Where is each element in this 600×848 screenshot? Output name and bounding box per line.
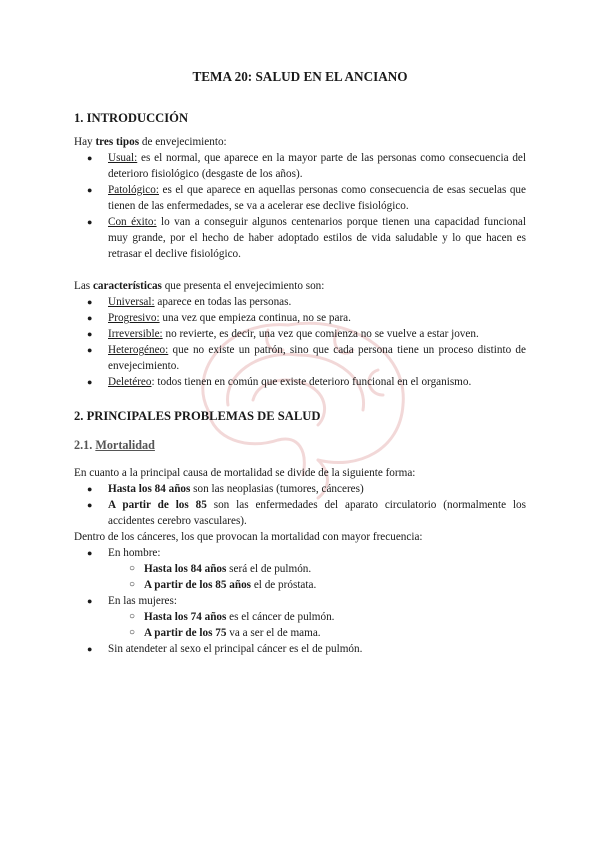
item-bold: A partir de los 75 xyxy=(144,627,227,639)
item-bold: A partir de los 85 años xyxy=(144,579,252,591)
bullet-icon: ● xyxy=(87,297,93,307)
section-heading-problemas: 2. PRINCIPALES PROBLEMAS DE SALUD xyxy=(74,409,321,423)
intro-bold: tres tipos xyxy=(95,136,140,148)
term: Con éxito: xyxy=(108,216,157,228)
mortality-paragraph: En cuanto a la principal causa de mortalidad se divide de la siguiente forma: xyxy=(74,467,416,479)
item-text: : todos tienen en común que existe deterioro funcional en el organismo. xyxy=(151,376,472,388)
intro-text: Hay xyxy=(74,136,96,148)
item-text: En las mujeres: xyxy=(108,595,177,607)
char-bold: características xyxy=(92,280,162,292)
bullet-icon: ● xyxy=(87,548,93,558)
cancer-paragraph: Dentro de los cánceres, los que provocan la mortalidad con mayor frecuencia: xyxy=(74,531,423,543)
term: Universal: xyxy=(108,296,155,308)
circle-bullet-icon: ○ xyxy=(129,563,136,574)
term: Patológico: xyxy=(108,184,159,196)
item-text: es el que aparece en aquellas personas como consecuencia de esas secuelas que tienen de las enfermedades, se va a acelerar ese declive fisiológico. xyxy=(108,184,526,212)
term: Irreversible: xyxy=(108,328,163,340)
circle-bullet-icon: ○ xyxy=(129,579,136,590)
bullet-icon: ● xyxy=(87,644,93,654)
item-text: son las enfermedades del aparato circulatorio (normalmente los accidentes cerebro vasculares). xyxy=(108,499,526,527)
bullet-icon: ● xyxy=(87,217,93,227)
item-text: no revierte, es decir, una vez que comienza no se vuelve a estar joven. xyxy=(162,328,479,340)
item-text: son las neoplasias (tumores, cánceres) xyxy=(190,483,364,495)
item-text: una vez que empieza continua, no se para. xyxy=(159,312,351,324)
bullet-icon: ● xyxy=(87,153,93,163)
characteristics-paragraph xyxy=(74,278,526,294)
bullet-icon: ● xyxy=(87,329,93,339)
bullet-icon: ● xyxy=(87,500,93,510)
bullet-icon: ● xyxy=(87,345,93,355)
item-text: el de próstata. xyxy=(251,579,317,591)
subsection-heading-mortalidad xyxy=(74,437,155,453)
circle-bullet-icon: ○ xyxy=(129,627,136,638)
intro-text-end: de envejecimiento: xyxy=(139,136,227,148)
bullet-icon: ● xyxy=(87,484,93,494)
item-text: es el normal, que aparece en la mayor parte de las personas como consecuencia del deterioro fisiológico (desgaste de los años). xyxy=(108,152,526,180)
item-bold: Hasta los 74 años xyxy=(144,611,227,623)
page-title: TEMA 20: SALUD EN EL ANCIANO xyxy=(192,69,408,84)
item-text: Sin atendeter al sexo el principal cáncer es el de pulmón. xyxy=(108,643,363,655)
char-text-end: que presenta el envejecimiento son: xyxy=(161,280,325,292)
intro-paragraph xyxy=(74,134,526,150)
circle-bullet-icon: ○ xyxy=(129,611,136,622)
subsection-number: 2.1. xyxy=(74,438,96,452)
term: Deletéreo xyxy=(108,376,152,388)
bullet-icon: ● xyxy=(87,377,93,387)
bullet-icon: ● xyxy=(87,313,93,323)
item-text: va a ser el de mama. xyxy=(226,627,321,639)
subsection-title: Mortalidad xyxy=(95,438,155,452)
section-heading-introduccion: 1. INTRODUCCIÓN xyxy=(74,111,189,125)
item-text: es el cáncer de pulmón. xyxy=(226,611,335,623)
item-bold: Hasta los 84 años xyxy=(144,563,227,575)
item-text: será el de pulmón. xyxy=(226,563,312,575)
item-text: lo van a conseguir algunos centenarios porque tienen una capacidad funcional muy grande, por el hecho de haber adoptado estilos de vida saludable y lo que hacen es retrasar el declive fisiológico. xyxy=(108,216,526,260)
bullet-icon: ● xyxy=(87,185,93,195)
item-bold: Hasta los 84 años xyxy=(108,483,191,495)
term: Heterogéneo: xyxy=(108,344,169,356)
term: Progresivo: xyxy=(108,312,160,324)
char-text: Las xyxy=(74,280,93,292)
item-text: que no existe un patrón, sino que cada persona tiene un proceso distinto de envejecimiento. xyxy=(108,344,526,372)
item-text: En hombre: xyxy=(108,547,161,559)
term: Usual: xyxy=(108,152,138,164)
item-text: aparece en todas las personas. xyxy=(154,296,292,308)
item-bold: A partir de los 85 xyxy=(108,499,207,511)
bullet-icon: ● xyxy=(87,596,93,606)
